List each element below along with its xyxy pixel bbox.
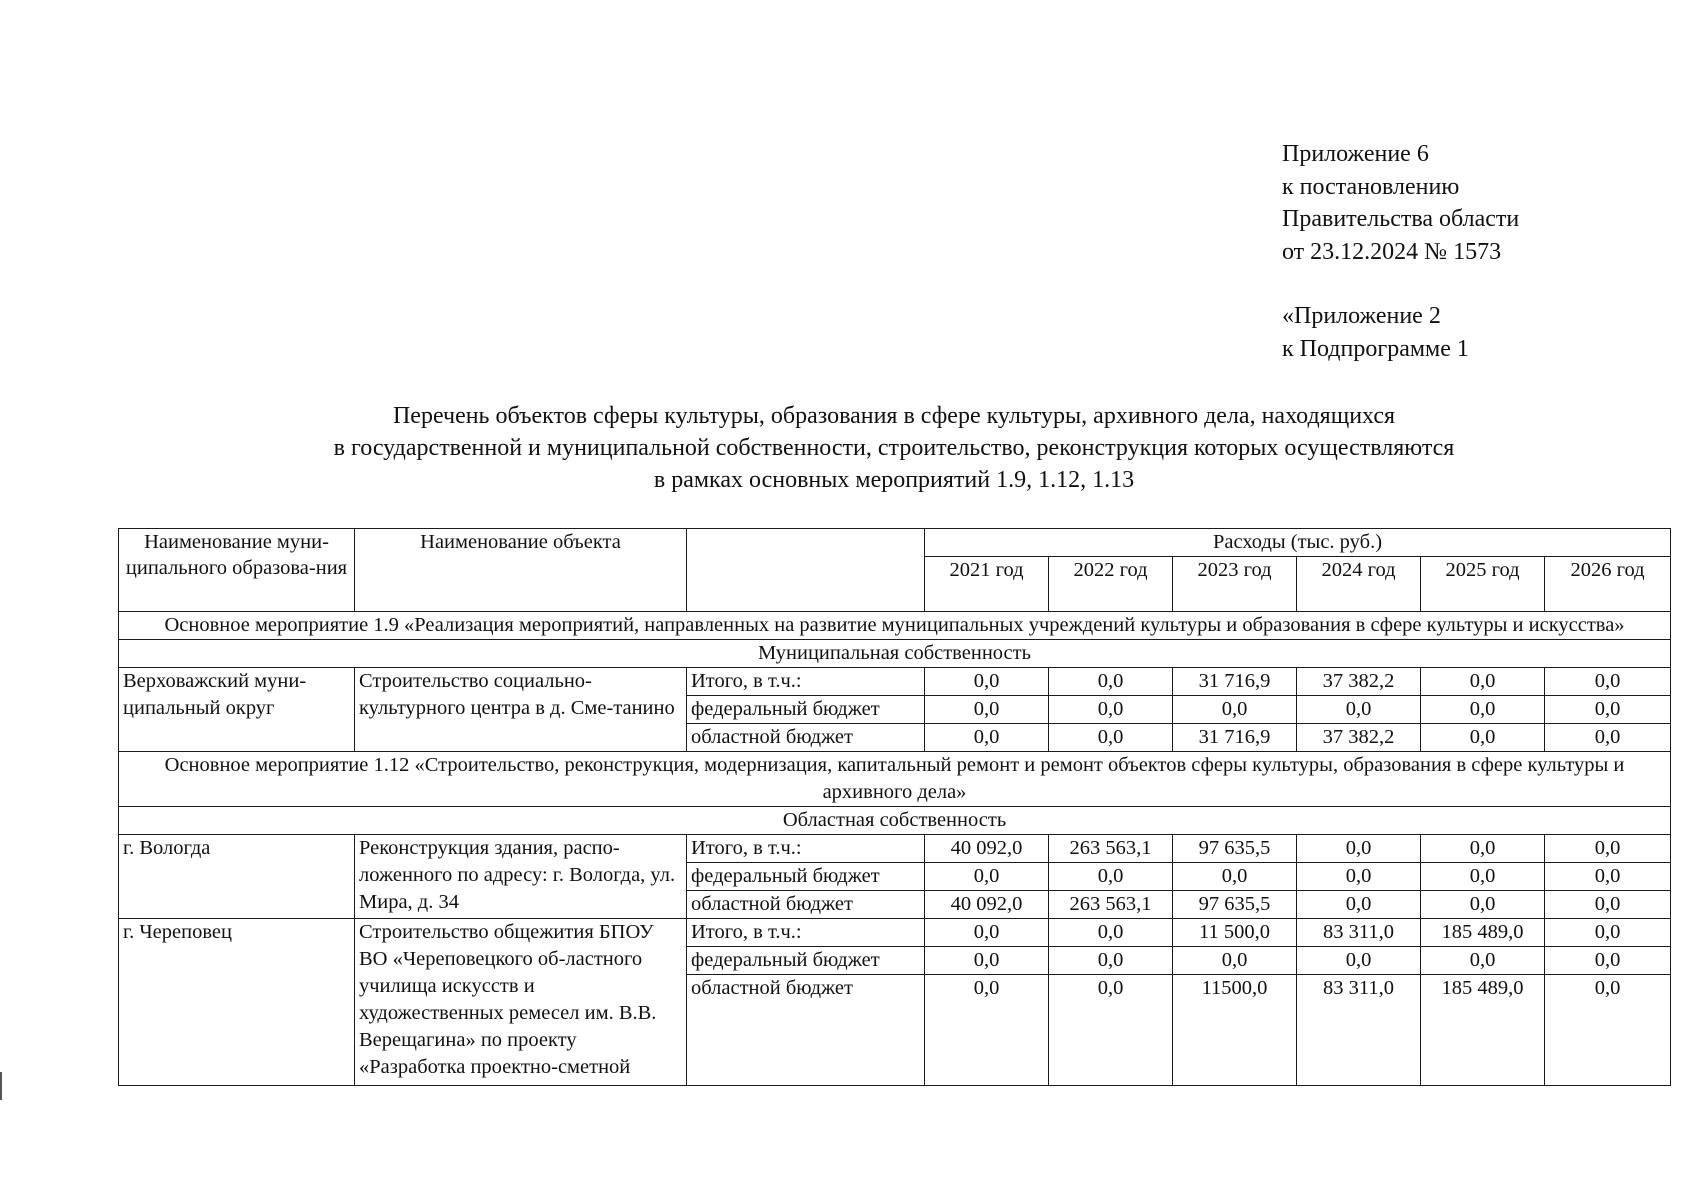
- title-line: в государственной и муниципальной собственности, строительство, реконструкция которых осуществляются: [333, 435, 1455, 461]
- source-cell: областной бюджет: [687, 891, 925, 919]
- value-cell: 0,0: [1049, 696, 1173, 724]
- value-cell: 0,0: [1049, 668, 1173, 696]
- value-cell: 0,0: [1297, 696, 1421, 724]
- value-cell: 83 311,0: [1297, 975, 1421, 1086]
- value-cell: 0,0: [925, 724, 1049, 752]
- value-cell: 0,0: [1545, 668, 1671, 696]
- title-line: Перечень объектов сферы культуры, образования в сфере культуры, архивного дела, находящихся: [392, 403, 1396, 429]
- value-cell: 0,0: [1173, 947, 1297, 975]
- value-cell: 0,0: [925, 863, 1049, 891]
- object-cell: Строительство социально-культурного центра в д. Сме-танино: [355, 668, 687, 752]
- source-cell: Итого, в т.ч.:: [687, 835, 925, 863]
- header-expenses: Расходы (тыс. руб.): [925, 529, 1671, 557]
- value-cell: 97 635,5: [1173, 835, 1297, 863]
- value-cell: 0,0: [925, 947, 1049, 975]
- section-title: Основное мероприятие 1.12 «Строительство, реконструкция, модернизация, капитальный ремонт и ремонт объектов сферы культуры, образования в сфере культуры и архивного дела»: [119, 752, 1671, 807]
- value-cell: 37 382,2: [1297, 724, 1421, 752]
- source-cell: областной бюджет: [687, 724, 925, 752]
- value-cell: 185 489,0: [1421, 919, 1545, 947]
- appendix-line: «Приложение 2: [1282, 303, 1441, 329]
- value-cell: 37 382,2: [1297, 668, 1421, 696]
- table-row: [119, 835, 1671, 863]
- value-cell: 0,0: [1545, 696, 1671, 724]
- appendix-line: к постановлению: [1282, 173, 1460, 200]
- value-cell: 0,0: [1049, 863, 1173, 891]
- value-cell: 0,0: [1297, 863, 1421, 891]
- header-source: [687, 529, 925, 612]
- value-cell: 0,0: [1421, 835, 1545, 863]
- appendix-block: [1282, 138, 1519, 365]
- value-cell: 0,0: [1421, 947, 1545, 975]
- value-cell: 0,0: [1297, 891, 1421, 919]
- value-cell: 0,0: [1545, 835, 1671, 863]
- value-cell: 0,0: [925, 975, 1049, 1086]
- ownership-row: [119, 640, 1671, 668]
- ownership-label: Областная собственность: [119, 807, 1671, 835]
- title-line: в рамках основных мероприятий 1.9, 1.12, 1.13: [653, 467, 1135, 493]
- value-cell: 0,0: [1049, 919, 1173, 947]
- value-cell: 0,0: [925, 668, 1049, 696]
- value-cell: 0,0: [1049, 724, 1173, 752]
- header-municipality: Наименование муни-ципального образова-ния: [119, 529, 355, 612]
- header-year: 2024 год: [1297, 557, 1421, 612]
- object-cell: Реконструкция здания, распо-ложенного по адресу: г. Вологда, ул. Мира, д. 34: [355, 835, 687, 919]
- source-cell: федеральный бюджет: [687, 863, 925, 891]
- value-cell: 0,0: [925, 919, 1049, 947]
- appendix-line: к Подпрограмме 1: [1282, 335, 1469, 362]
- source-cell: Итого, в т.ч.:: [687, 668, 925, 696]
- municipality-cell: г. Череповец: [119, 919, 355, 1086]
- value-cell: 0,0: [925, 696, 1049, 724]
- appendix-gap: [1282, 268, 1519, 300]
- value-cell: 0,0: [1421, 696, 1545, 724]
- appendix-line: Приложение 6: [1282, 141, 1429, 167]
- header-year: 2026 год: [1545, 557, 1671, 612]
- appendix-line: от 23.12.2024 № 1573: [1282, 238, 1502, 265]
- value-cell: 0,0: [1421, 668, 1545, 696]
- value-cell: 83 311,0: [1297, 919, 1421, 947]
- section-title-row: [119, 612, 1671, 640]
- value-cell: 0,0: [1545, 724, 1671, 752]
- header-year: 2021 год: [925, 557, 1049, 612]
- value-cell: 0,0: [1297, 947, 1421, 975]
- value-cell: 0,0: [1545, 947, 1671, 975]
- appendix-line: Правительства области: [1282, 206, 1520, 232]
- value-cell: 11 500,0: [1173, 919, 1297, 947]
- source-cell: Итого, в т.ч.:: [687, 919, 925, 947]
- section-title: Основное мероприятие 1.9 «Реализация мероприятий, направленных на развитие муниципальных учреждений культуры и образования в сфере культуры и искусства»: [119, 612, 1671, 640]
- header-object: Наименование объекта: [355, 529, 687, 612]
- value-cell: 0,0: [1421, 724, 1545, 752]
- value-cell: 31 716,9: [1173, 668, 1297, 696]
- value-cell: 31 716,9: [1173, 724, 1297, 752]
- value-cell: 185 489,0: [1421, 975, 1545, 1086]
- document-title: [118, 400, 1670, 496]
- scan-margin-mark: [0, 1072, 2, 1100]
- value-cell: 0,0: [1173, 696, 1297, 724]
- value-cell: 11500,0: [1173, 975, 1297, 1086]
- value-cell: 0,0: [1421, 891, 1545, 919]
- municipality-cell: г. Вологда: [119, 835, 355, 919]
- value-cell: 97 635,5: [1173, 891, 1297, 919]
- object-cell: Строительство общежития БПОУ ВО «Череповецкого об-ластного училища искусств и художественных ремесел им. В.В. Верещагина» по проекту «Разработка проектно-сметной: [355, 919, 687, 1086]
- table-row: [119, 919, 1671, 947]
- value-cell: 0,0: [1421, 863, 1545, 891]
- value-cell: 40 092,0: [925, 891, 1049, 919]
- header-year: 2025 год: [1421, 557, 1545, 612]
- source-cell: федеральный бюджет: [687, 947, 925, 975]
- value-cell: 0,0: [1049, 947, 1173, 975]
- value-cell: 0,0: [1545, 891, 1671, 919]
- value-cell: 0,0: [1297, 835, 1421, 863]
- value-cell: 0,0: [1545, 863, 1671, 891]
- header-row: [119, 529, 1671, 557]
- table-row: [119, 668, 1671, 696]
- value-cell: 0,0: [1049, 975, 1173, 1086]
- value-cell: 40 092,0: [925, 835, 1049, 863]
- source-cell: областной бюджет: [687, 975, 925, 1086]
- value-cell: 0,0: [1545, 975, 1671, 1086]
- section-title-row: [119, 752, 1671, 807]
- ownership-label: Муниципальная собственность: [119, 640, 1671, 668]
- value-cell: 263 563,1: [1049, 835, 1173, 863]
- value-cell: 263 563,1: [1049, 891, 1173, 919]
- header-year: 2023 год: [1173, 557, 1297, 612]
- value-cell: 0,0: [1545, 919, 1671, 947]
- header-year: 2022 год: [1049, 557, 1173, 612]
- source-cell: федеральный бюджет: [687, 696, 925, 724]
- value-cell: 0,0: [1173, 863, 1297, 891]
- objects-table: [118, 528, 1671, 1086]
- municipality-cell: Верховажский муни-ципальный округ: [119, 668, 355, 752]
- ownership-row: [119, 807, 1671, 835]
